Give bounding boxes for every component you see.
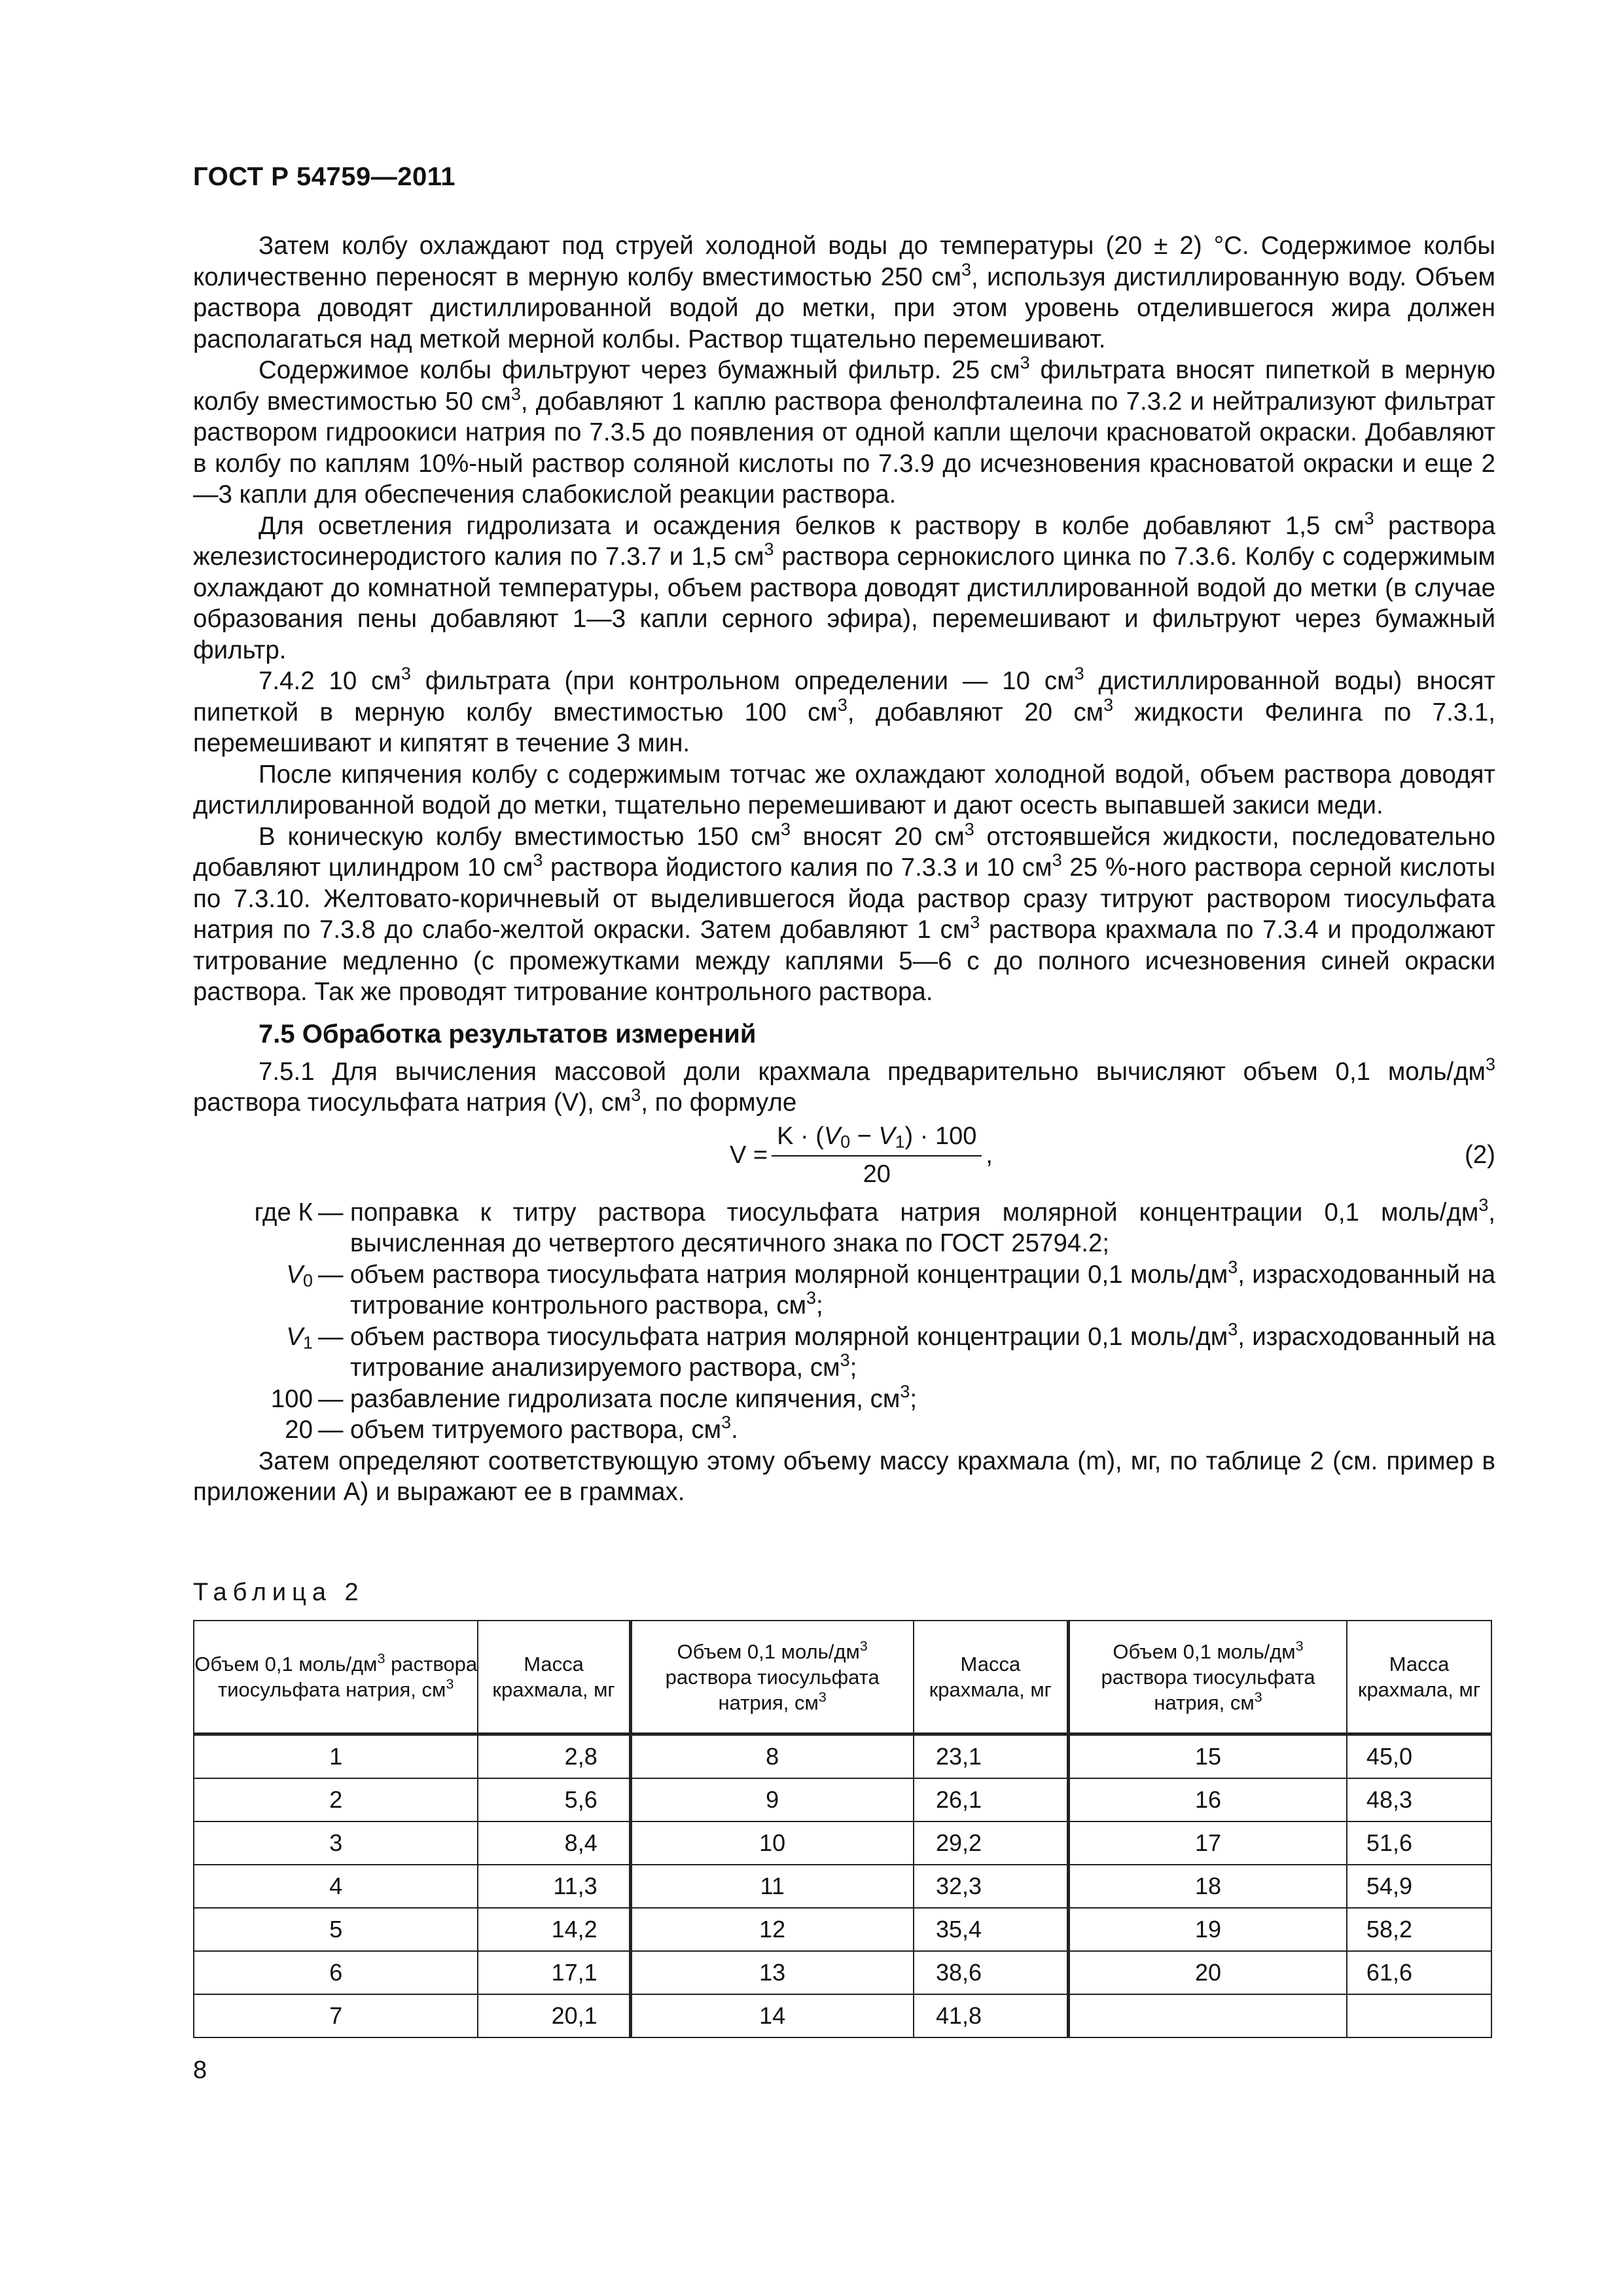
table-cell: 20,1 <box>478 1994 630 2037</box>
table-cell: 38,6 <box>914 1951 1069 1994</box>
definition-text: поправка к титру раствора тиосульфата натрия молярной концентрации 0,1 моль/$дм^3$, вычисленная до четвертого десятичного знака по ГОСТ 25794.2; <box>350 1194 1495 1257</box>
table-cell: 48,3 <box>1347 1778 1491 1821</box>
paragraph-after-boiling: После кипячения колбу с содержимым тотчас же охлаждают холодной водой, объем раствора доводят дистиллированной водой до метки, тщательно перемешивают и дают осесть выпавшей закиси меди. <box>193 760 1495 819</box>
table-cell: 3 <box>194 1821 478 1865</box>
table-cell: 15 <box>1069 1734 1347 1779</box>
table-cell: 5 <box>194 1908 478 1951</box>
formula-denominator: 20 <box>863 1160 891 1188</box>
table-cell: 11,3 <box>478 1865 630 1908</box>
definition-term: 100 <box>270 1384 313 1413</box>
formula-numerator: $K \cdot (V_0 - V_1) \cdot 100$ <box>772 1121 982 1157</box>
definition-term: 20 <box>285 1416 313 1444</box>
table-header-cell: Объем 0,1 моль/$дм^3$ раствора тиосульфата натрия, $см^3$ <box>194 1621 478 1734</box>
table-header-cell: Объем 0,1 моль/$дм^3$ раствора тиосульфата натрия, $см^3$ <box>1069 1621 1347 1734</box>
table-cell: 17,1 <box>478 1951 630 1994</box>
table-cell: 2,8 <box>478 1734 630 1779</box>
table-cell: 8 <box>630 1734 913 1779</box>
definition-item <box>193 1381 1495 1415</box>
table-cell <box>1347 1994 1491 2037</box>
table-cell: 17 <box>1069 1821 1347 1865</box>
definition-list <box>193 1194 1496 1446</box>
formula-expression <box>730 1120 993 1192</box>
table-cell: 29,2 <box>914 1821 1069 1865</box>
paragraph-7-4-2: 7.4.2 10 $см^3$ фильтрата (при контрольном определении — 10 $см^3$ дистиллированной воды) вносят пипеткой в мерную колбу вместимостью 100 $см^3$, добавляют 20 $см^3$ жидкости Фелинга по 7.3.1, перемешивают и кипятят в течение 3 мин. <box>193 664 1495 757</box>
definition-dash: — <box>318 1322 344 1351</box>
definition-term: $V_0$ <box>286 1260 313 1290</box>
table-cell: 26,1 <box>914 1778 1069 1821</box>
table-cell: 5,6 <box>478 1778 630 1821</box>
formula-lhs: V = <box>730 1141 768 1169</box>
definition-text: объем раствора тиосульфата натрия молярной концентрации 0,1 моль/$дм^3$, израсходованный на титрование анализируемого раствора, $см^3$; <box>350 1319 1496 1382</box>
table-header-cell: Масса крахмала, мг <box>478 1621 630 1734</box>
table-row <box>194 1778 1491 1821</box>
table-row <box>194 1865 1491 1908</box>
paragraph-titration: В коническую колбу вместимостью 150 $см^3$ вносят 20 $см^3$ отстоявшейся жидкости, последовательно добавляют цилиндром 10 $см^3$ раствора йодистого калия по 7.3.3 и 10 $см^3$ 25 %-ного раствора серной кислоты по 7.3.10. Желтовато-коричневый от выделившегося йода раствор сразу титруют раствором тиосульфата натрия по 7.3.8 до слабо-желтой окраски. Затем добавляют 1 $см^3$ раствора крахмала по 7.3.4 и продолжают титрование медленно (с промежутками между каплями 5—6 с до полного исчезновения синей окраски раствора. Так же проводят титрование контрольного раствора. <box>193 819 1495 1006</box>
table-cell: 6 <box>194 1951 478 1994</box>
page-number: 8 <box>193 2056 207 2084</box>
definition-dash: — <box>318 1260 344 1289</box>
table-cell: 9 <box>630 1778 913 1821</box>
table-cell: 23,1 <box>914 1734 1069 1779</box>
table-header-row <box>194 1621 1491 1734</box>
table-cell: 35,4 <box>914 1908 1069 1951</box>
formula-fraction <box>772 1121 982 1190</box>
paragraph-7-5-1: 7.5.1 Для вычисления массовой доли крахмала предварительно вычисляют объем 0,1 моль/$дм^3$ раствора тиосульфата натрия (V), $см^3$, по формуле <box>193 1054 1495 1117</box>
paragraph-starch-mass: Затем определяют соответствующую этому объему массу крахмала (m), мг, по таблице 2 (см. пример в приложении А) и выражают ее в граммах. <box>193 1446 1495 1506</box>
table-header-cell: Объем 0,1 моль/$дм^3$ раствора тиосульфата натрия, $см^3$ <box>630 1621 913 1734</box>
table-cell: 7 <box>194 1994 478 2037</box>
table-cell: 18 <box>1069 1865 1347 1908</box>
table-header-cell: Масса крахмала, мг <box>1347 1621 1491 1734</box>
table-row <box>194 1734 1491 1779</box>
definition-item <box>193 1259 1495 1321</box>
table-cell: 20 <box>1069 1951 1347 1994</box>
document-body <box>193 230 1495 1508</box>
table-cell: 2 <box>194 1778 478 1821</box>
definition-dash: — <box>318 1416 344 1444</box>
table-cell: 45,0 <box>1347 1734 1491 1779</box>
table-row <box>194 1951 1491 1994</box>
definition-term: где К <box>254 1198 313 1227</box>
table-cell: 14,2 <box>478 1908 630 1951</box>
table-cell: 10 <box>630 1821 913 1865</box>
formula-tail: , <box>986 1141 993 1169</box>
table-header-cell: Масса крахмала, мг <box>914 1621 1069 1734</box>
definition-text: разбавление гидролизата после кипячения, $см^3$; <box>350 1381 918 1413</box>
table-row <box>194 1821 1491 1865</box>
document-code-header: ГОСТ Р 54759—2011 <box>193 162 455 191</box>
table-row <box>194 1908 1491 1951</box>
table-cell: 54,9 <box>1347 1865 1491 1908</box>
section-title-7-5: 7.5 Обработка результатов измерений <box>259 1019 757 1049</box>
table-cell: 51,6 <box>1347 1821 1491 1865</box>
table-cell: 19 <box>1069 1908 1347 1951</box>
table-cell: 61,6 <box>1347 1951 1491 1994</box>
table-cell: 12 <box>630 1908 913 1951</box>
definition-text: объем титруемого раствора, $см^3$. <box>350 1412 738 1444</box>
definition-term: $V_1$ <box>286 1322 313 1352</box>
definition-item <box>193 1194 1495 1259</box>
table-cell: 8,4 <box>478 1821 630 1865</box>
table-cell: 4 <box>194 1865 478 1908</box>
table-cell: 16 <box>1069 1778 1347 1821</box>
table-cell: 1 <box>194 1734 478 1779</box>
formula-2 <box>193 1120 1495 1192</box>
table-cell: 11 <box>630 1865 913 1908</box>
table-cell: 13 <box>630 1951 913 1994</box>
table-row <box>194 1994 1491 2037</box>
table-cell: 14 <box>630 1994 913 2037</box>
paragraph-filtration: Содержимое колбы фильтруют через бумажный фильтр. 25 $см^3$ фильтрата вносят пипеткой в мерную колбу вместимостью 50 $см^3$, добавляют 1 каплю раствора фенолфталеина по 7.3.2 и нейтрализуют фильтрат раствором гидроокиси натрия по 7.3.5 до появления от одной капли щелочи красноватой окраски. Добавляют в колбу по каплям 10%-ный раствор соляной кислоты по 7.3.9 до исчезновения красноватой окраски и еще 2—3 капли для обеспечения слабокислой реакции раствора. <box>193 353 1496 509</box>
formula-number: (2) <box>1464 1140 1495 1169</box>
paragraph-cooling: Затем колбу охлаждают под струей холодной воды до температуры (20 ± 2) °С. Содержимое колбы количественно переносят в мерную колбу вместимостью 250 $см^3$, используя дистиллированную воду. Объем раствора доводят дистиллированной водой до метки, при этом уровень отделившегося жира должен располагаться над меткой мерной колбы. Раствор тщательно перемешивают. <box>193 232 1495 353</box>
definition-dash: — <box>318 1384 344 1413</box>
table-caption: Таблица 2 <box>193 1579 365 1606</box>
table-cell: 58,2 <box>1347 1908 1491 1951</box>
definition-text: объем раствора тиосульфата натрия молярной концентрации 0,1 моль/$дм^3$, израсходованный на титрование контрольного раствора, $см^3$; <box>350 1257 1496 1319</box>
definition-item <box>193 1414 1495 1446</box>
table-cell <box>1069 1994 1347 2037</box>
paragraph-clarification: Для осветления гидролизата и осаждения белков к раствору в колбе добавляют 1,5 $см^3$ раствора железистосинеродистого калия по 7.3.7 и 1,5 $см^3$ раствора сернокислого цинка по 7.3.6. Колбу с содержимым охлаждают до комнатной температуры, объем раствора доводят дистиллированной водой до метки (в случае образования пены добавляют 1—3 капли серного эфира), перемешивают и фильтруют через бумажный фильтр. <box>193 508 1495 664</box>
table-cell: 41,8 <box>914 1994 1069 2037</box>
definition-dash: — <box>318 1198 344 1227</box>
definition-item <box>193 1321 1495 1384</box>
table-cell: 32,3 <box>914 1865 1069 1908</box>
table-2 <box>193 1620 1492 2038</box>
